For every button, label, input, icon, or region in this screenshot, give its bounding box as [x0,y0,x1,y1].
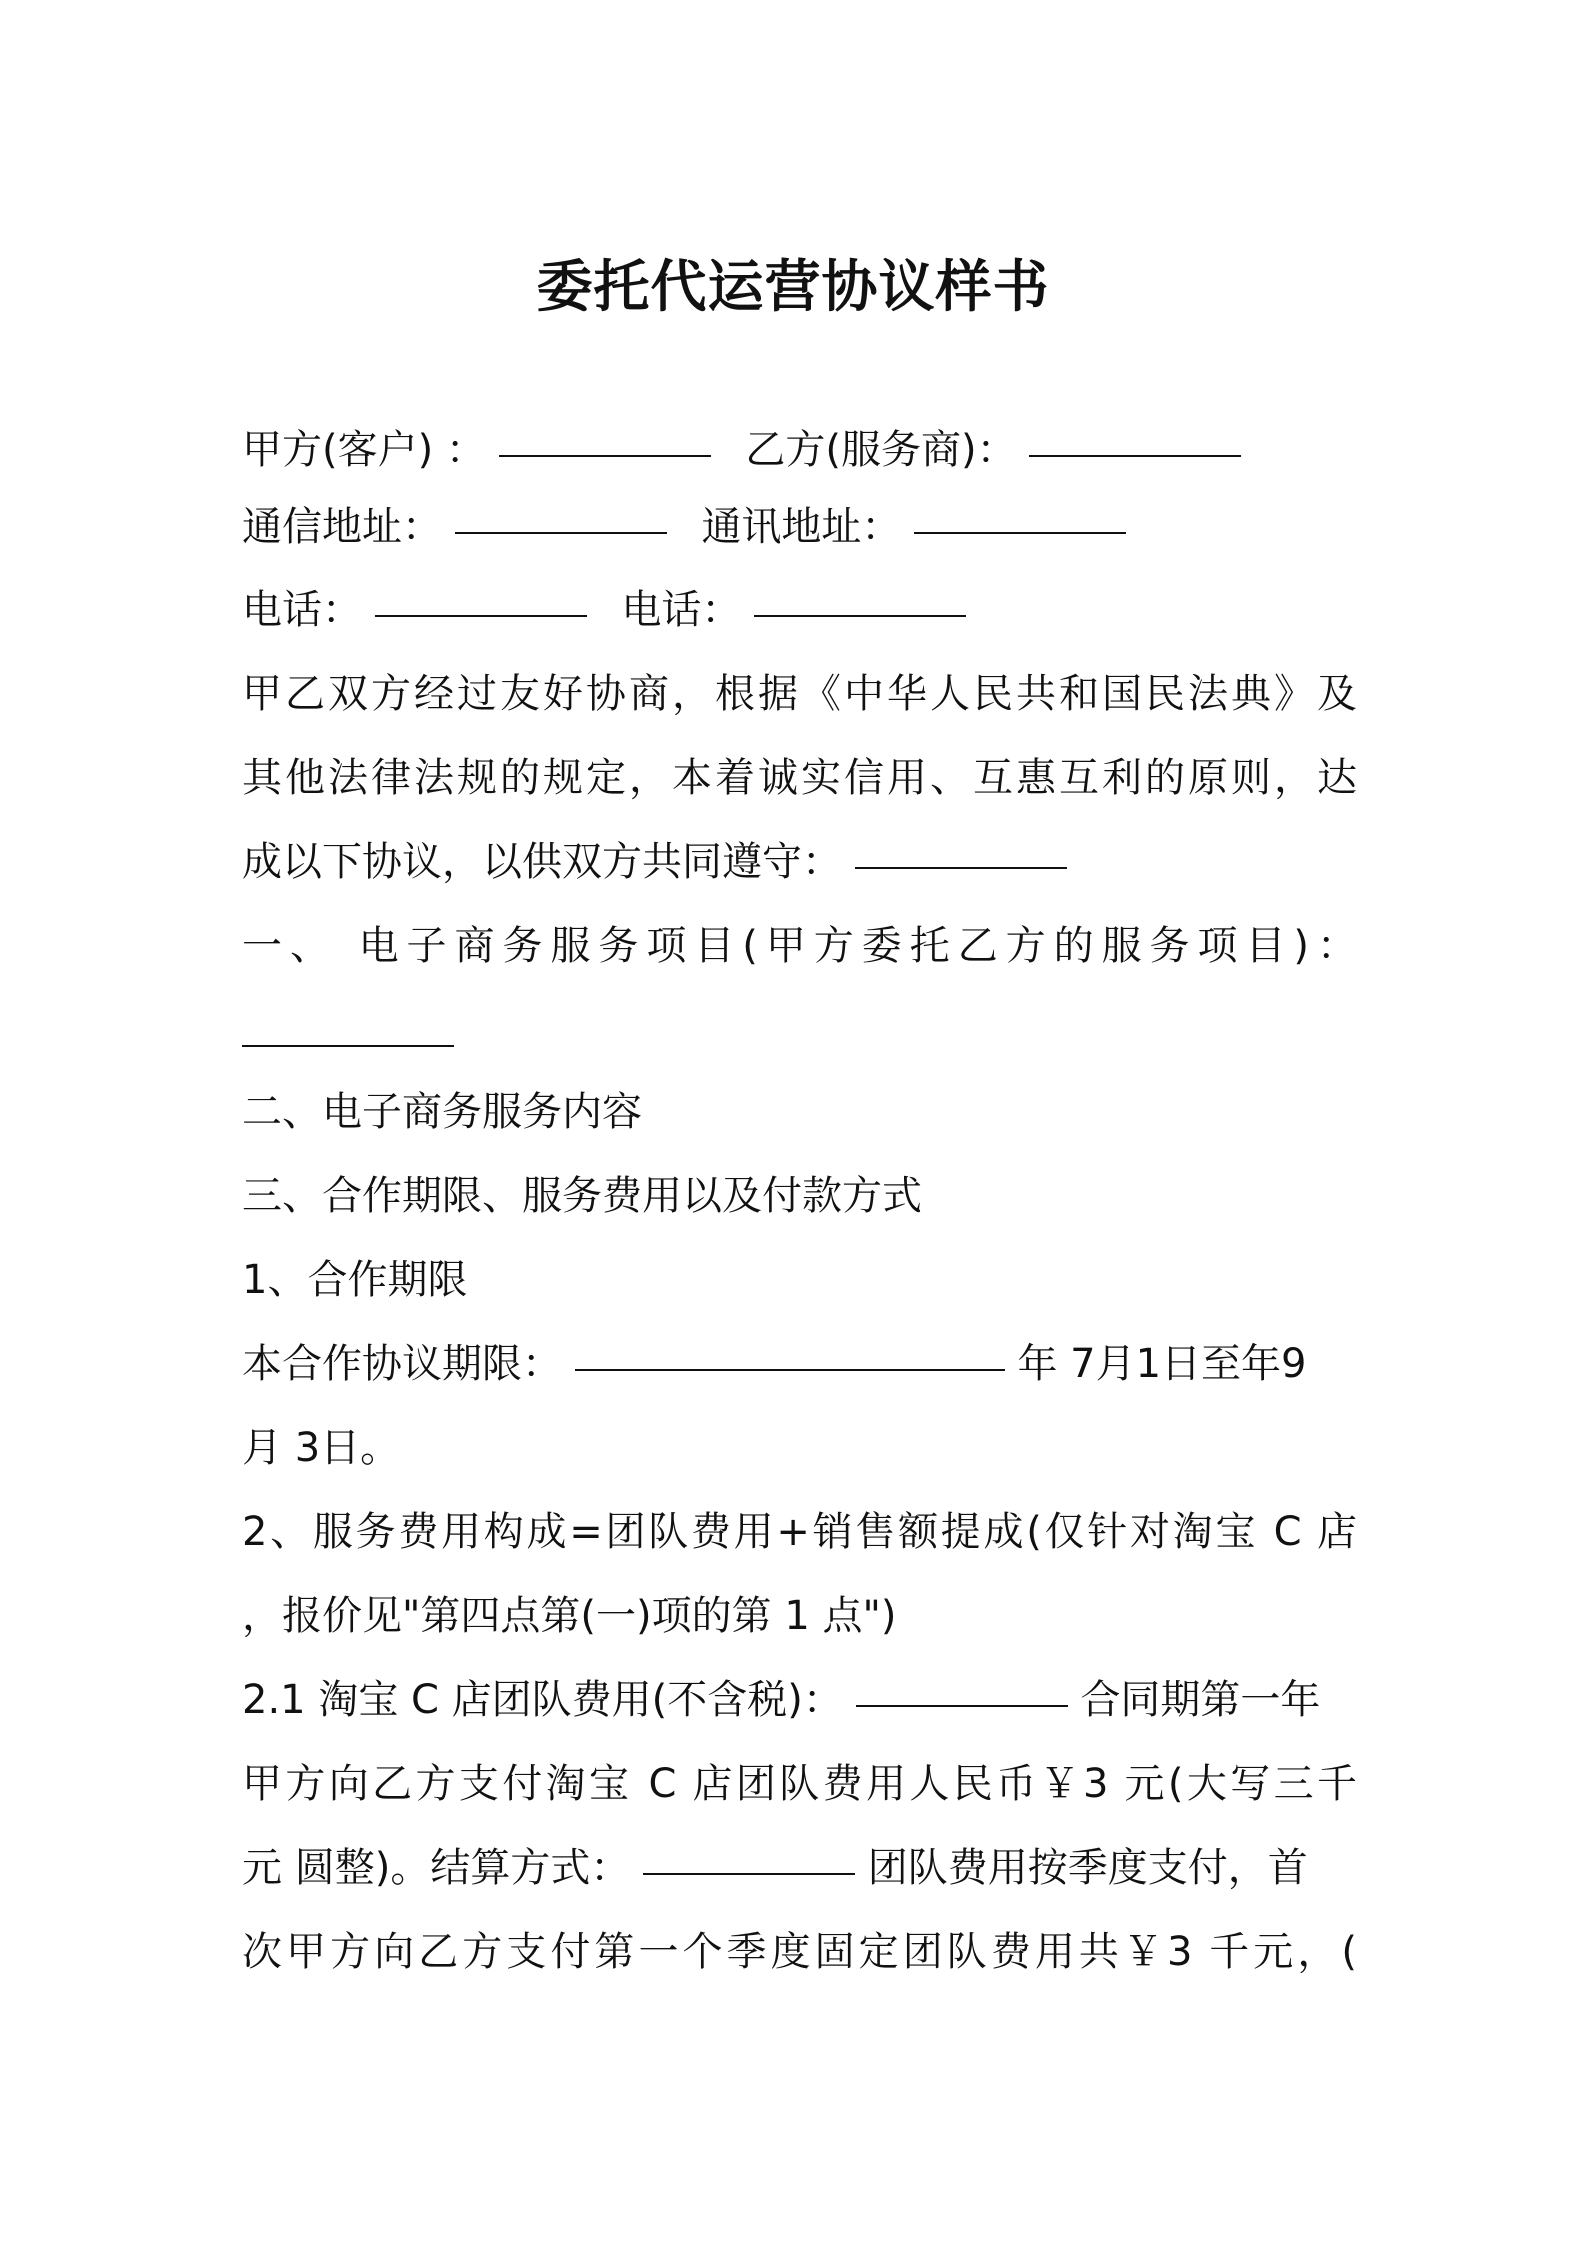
item-2-1-blank [856,1670,1068,1707]
item-2-1-prefix: 2.1 淘宝 C 店团队费用(不含税)： [242,1677,843,1723]
item-2-1-line-1 [242,1670,1357,1730]
term-line [242,1334,1357,1394]
party-b-blank [1029,420,1241,457]
intro-line-3-text: 成以下协议，以供双方共同遵守： [242,839,842,885]
section-2-heading: 二、电子商务服务内容 [242,1089,642,1135]
term-blank [575,1334,1005,1371]
phone-line [242,580,1357,640]
section-3-heading: 三、合作期限、服务费用以及付款方式 [242,1173,922,1219]
intro-line-1: 甲乙双方经过友好协商，根据《中华人民共和国民法典》及 [242,671,1357,717]
item-1-heading: 1、合作期限 [242,1257,468,1303]
item-2-1-line-3 [242,1838,1357,1898]
section-1-blank-line [242,1010,1357,1070]
item-2-line-2: ，报价见"第四点第(一)项的第 1 点") [242,1593,897,1639]
party-line [242,420,1357,480]
section-1-heading: 一、 电子商务服务项目(甲方委托乙方的服务项目)： [242,923,1357,969]
item-2-1-line-3-suffix: 团队费用按季度支付，首 [867,1845,1308,1891]
intro-blank [855,832,1067,869]
intro-line-2: 其他法律法规的规定，本着诚实信用、互惠互利的原则，达 [242,755,1357,801]
term-suffix: 年 7月1日至年9 [1017,1341,1307,1387]
address-b-label: 通讯地址： [701,504,902,550]
term-prefix: 本合作协议期限： [242,1341,562,1387]
phone-a-label: 电话： [242,587,362,633]
item-2-1-line-3-prefix: 元 圆整)。结算方式： [242,1845,631,1891]
item-2-line-1: 2、服务费用构成=团队费用+销售额提成(仅针对淘宝 C 店 [242,1509,1357,1555]
item-2-1-line-3-blank [643,1838,855,1875]
party-a-blank [499,420,711,457]
item-2-1-line-4: 次甲方向乙方支付第一个季度固定团队费用共￥3 千元，( [242,1929,1357,1975]
party-b-label: 乙方(服务商)： [745,427,1017,473]
item-2-1-suffix: 合同期第一年 [1080,1677,1321,1723]
phone-b-label: 电话： [621,587,742,633]
item-2-1-line-2: 甲方向乙方支付淘宝 C 店团队费用人民币￥3 元(大写三千 [242,1761,1357,1807]
address-b-blank [914,497,1126,534]
phone-a-blank [375,580,587,617]
address-a-label: 通信地址： [242,504,442,550]
section-1-blank [242,1010,454,1047]
term-line-2: 月 3日。 [242,1425,401,1471]
party-a-label: 甲方(客户) ： [242,427,486,473]
intro-line-3 [242,832,1357,892]
phone-b-blank [754,580,966,617]
address-line [242,497,1357,557]
address-a-blank [455,497,667,534]
document-title: 委托代运营协议样书 [536,255,1050,320]
